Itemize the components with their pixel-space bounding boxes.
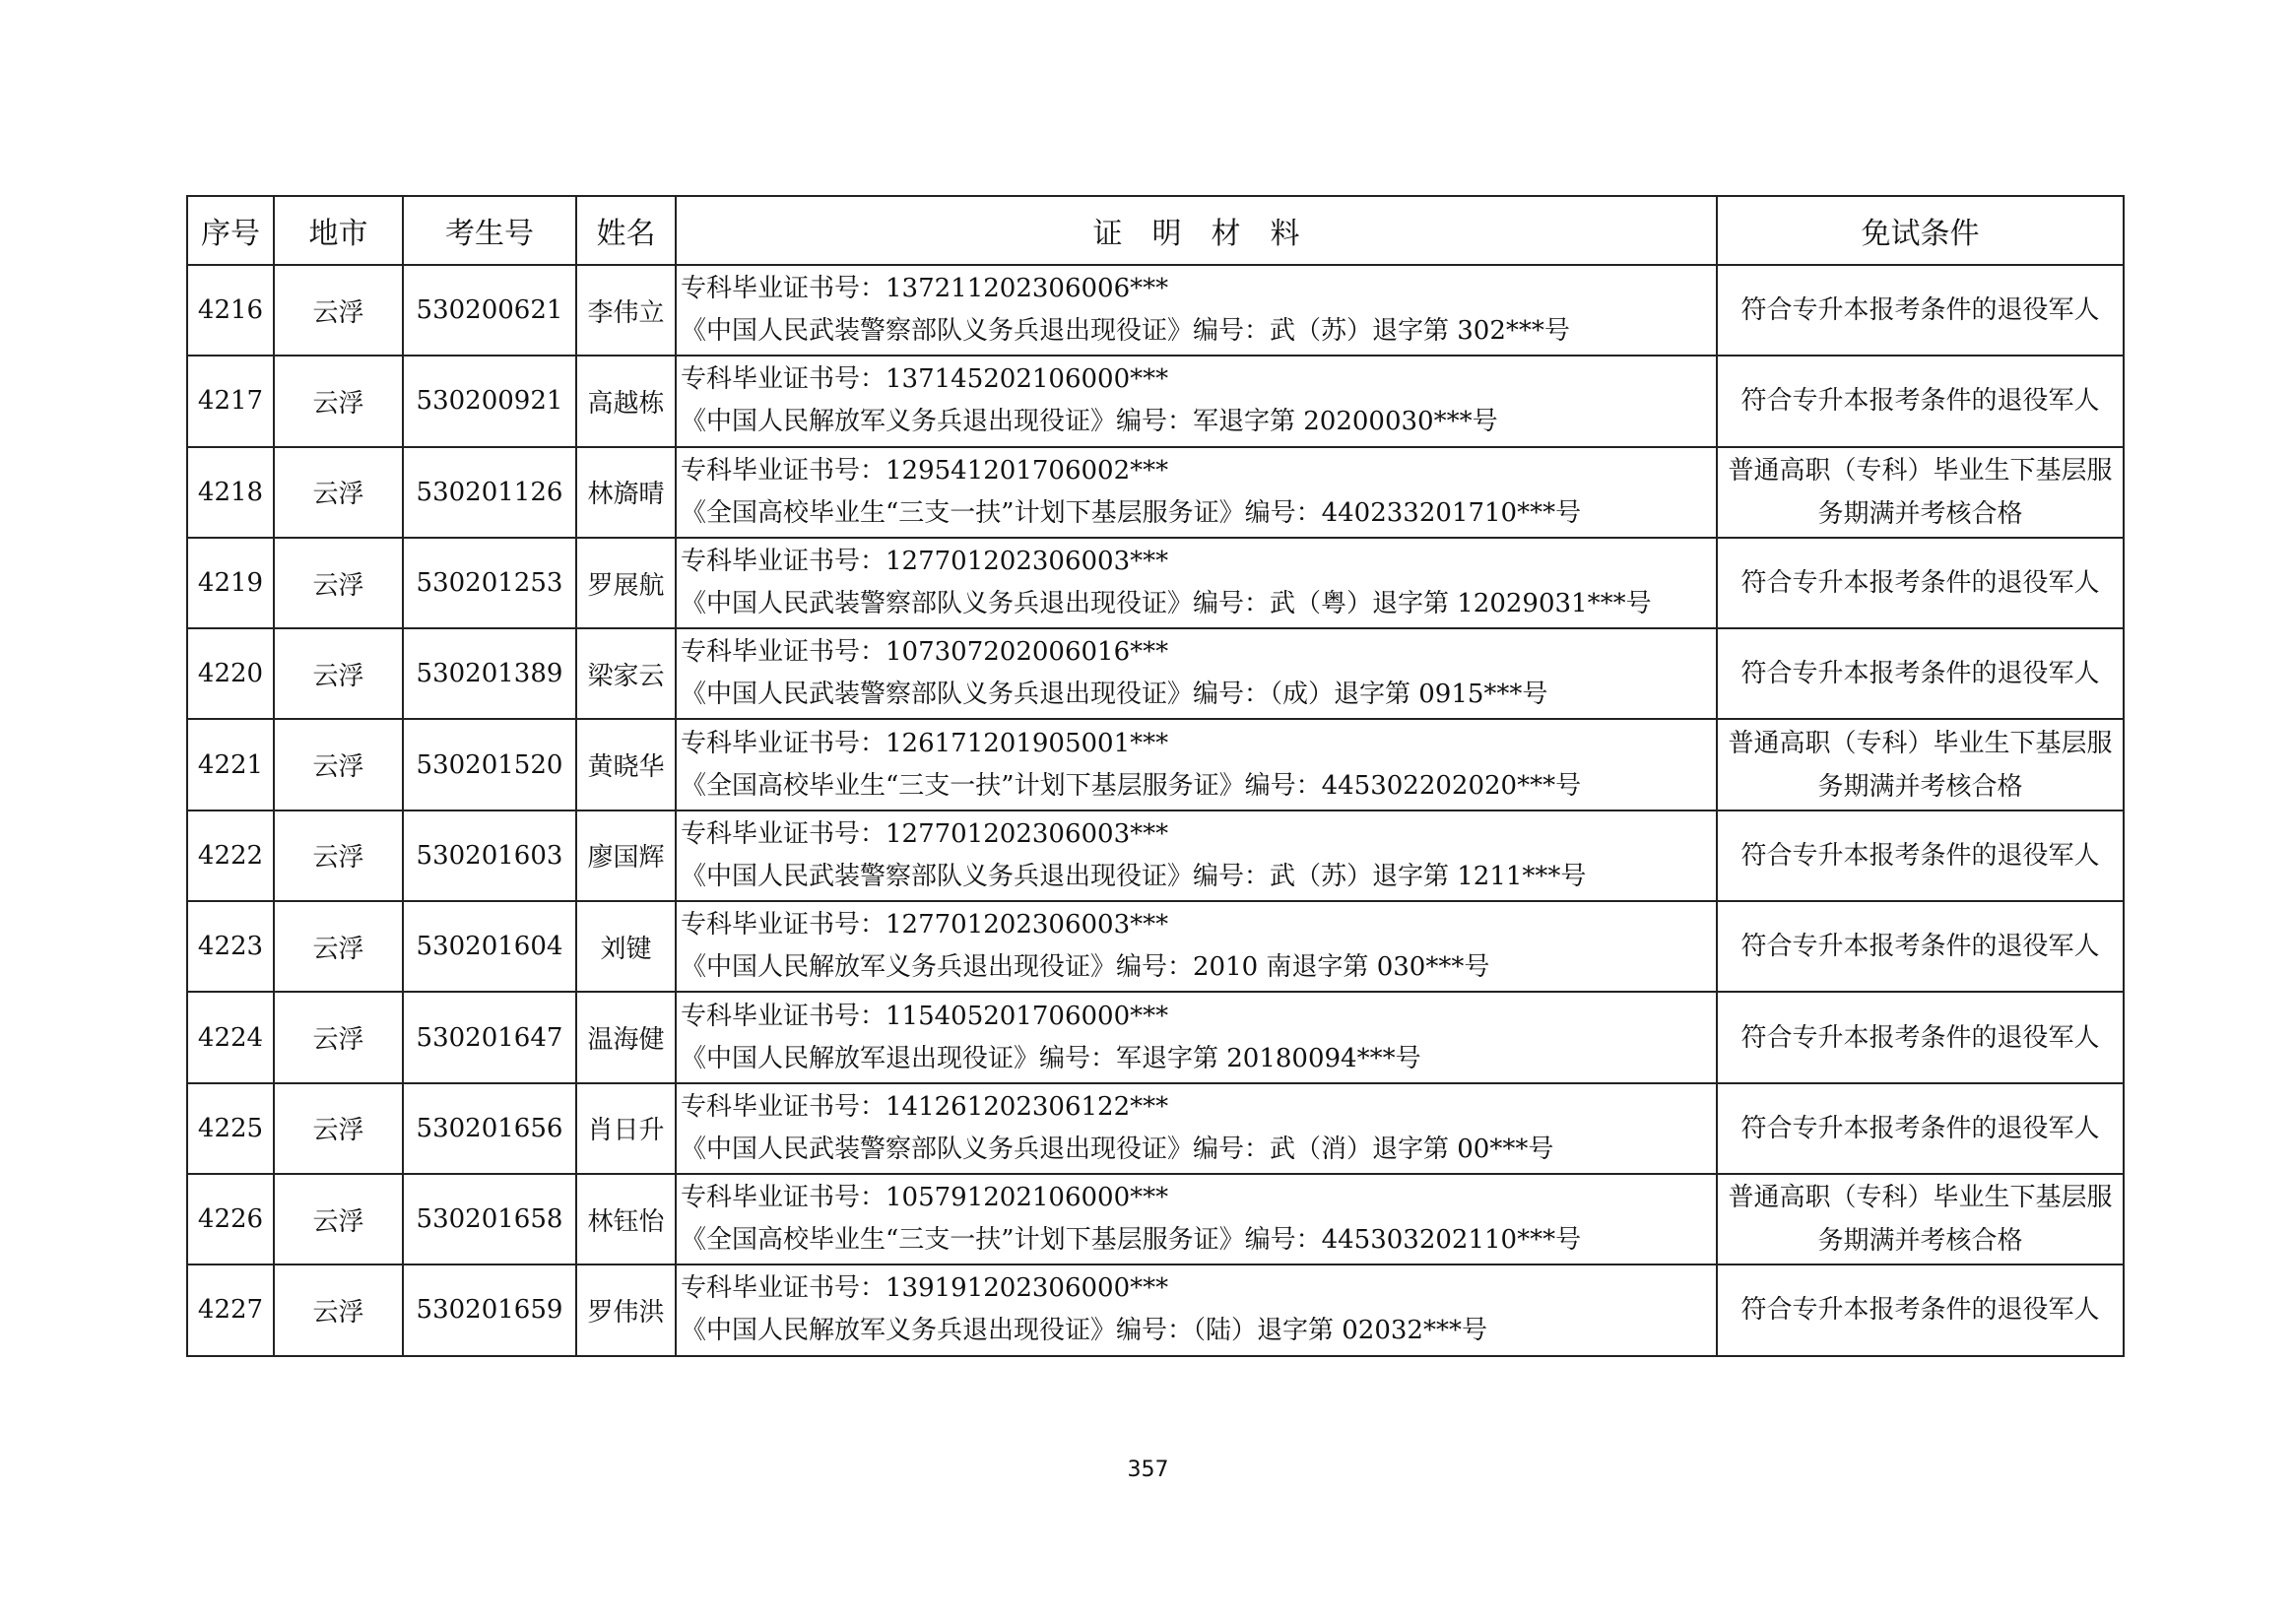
cell-condition: 普通高职（专科）毕业生下基层服务期满并考核合格 [1717, 447, 2124, 538]
table-row [187, 447, 2124, 538]
cell-name: 刘键 [576, 901, 676, 992]
cell-seq: 4226 [187, 1174, 274, 1264]
header-exam-no: 考生号 [403, 196, 576, 265]
table-row [187, 992, 2124, 1082]
material-certificate: 《中国人民解放军义务兵退出现役证》编号：2010 南退字第 030***号 [681, 952, 1490, 983]
material-certificate: 《中国人民武装警察部队义务兵退出现役证》编号：武（消）退字第 00***号 [681, 1134, 1554, 1164]
cell-exam-no: 530201520 [403, 719, 576, 810]
cell-seq: 4216 [187, 265, 274, 356]
cell-exam-no: 530201604 [403, 901, 576, 992]
cell-condition: 普通高职（专科）毕业生下基层服务期满并考核合格 [1717, 1174, 2124, 1264]
cell-condition: 符合专升本报考条件的退役军人 [1717, 356, 2124, 446]
cell-city: 云浮 [274, 265, 403, 356]
material-diploma: 专科毕业证书号：137211202306006*** [681, 274, 1169, 304]
header-material: 证 明 材 料 [676, 196, 1717, 265]
cell-condition: 普通高职（专科）毕业生下基层服务期满并考核合格 [1717, 719, 2124, 810]
material-diploma: 专科毕业证书号：127701202306003*** [681, 818, 1169, 849]
cell-material [676, 992, 1717, 1082]
cell-seq: 4222 [187, 810, 274, 901]
cell-exam-no: 530201126 [403, 447, 576, 538]
table-row [187, 719, 2124, 810]
cell-exam-no: 530201647 [403, 992, 576, 1082]
cell-city: 云浮 [274, 1083, 403, 1174]
cell-exam-no: 530201656 [403, 1083, 576, 1174]
cell-seq: 4219 [187, 538, 274, 628]
cell-exam-no: 530201658 [403, 1174, 576, 1264]
exemption-table [186, 195, 2125, 1357]
cell-exam-no: 530201389 [403, 628, 576, 719]
cell-material [676, 538, 1717, 628]
material-certificate: 《全国高校毕业生“三支一扶”计划下基层服务证》编号：445302202020***号 [681, 770, 1582, 801]
cell-material [676, 628, 1717, 719]
table-row [187, 1264, 2124, 1355]
header-seq: 序号 [187, 196, 274, 265]
cell-name: 黄晓华 [576, 719, 676, 810]
cell-seq: 4217 [187, 356, 274, 446]
cell-city: 云浮 [274, 810, 403, 901]
cell-city: 云浮 [274, 538, 403, 628]
cell-seq: 4218 [187, 447, 274, 538]
material-certificate: 《中国人民武装警察部队义务兵退出现役证》编号：武（粤）退字第 12029031***号 [681, 589, 1652, 619]
cell-material [676, 1083, 1717, 1174]
cell-name: 罗伟洪 [576, 1264, 676, 1355]
material-diploma: 专科毕业证书号：127701202306003*** [681, 547, 1169, 577]
cell-name: 李伟立 [576, 265, 676, 356]
cell-condition: 符合专升本报考条件的退役军人 [1717, 901, 2124, 992]
cell-name: 廖国辉 [576, 810, 676, 901]
cell-city: 云浮 [274, 719, 403, 810]
cell-material [676, 447, 1717, 538]
material-certificate: 《中国人民武装警察部队义务兵退出现役证》编号：武（苏）退字第 1211***号 [681, 861, 1587, 891]
table-row [187, 1174, 2124, 1264]
cell-exam-no: 530200621 [403, 265, 576, 356]
cell-seq: 4220 [187, 628, 274, 719]
table-row [187, 538, 2124, 628]
cell-condition: 符合专升本报考条件的退役军人 [1717, 265, 2124, 356]
cell-name: 林旖晴 [576, 447, 676, 538]
cell-condition: 符合专升本报考条件的退役军人 [1717, 1264, 2124, 1355]
material-diploma: 专科毕业证书号：126171201905001*** [681, 728, 1169, 758]
table-row [187, 265, 2124, 356]
cell-material [676, 810, 1717, 901]
cell-material [676, 1264, 1717, 1355]
cell-name: 温海健 [576, 992, 676, 1082]
cell-city: 云浮 [274, 1264, 403, 1355]
material-certificate: 《全国高校毕业生“三支一扶”计划下基层服务证》编号：445303202110***号 [681, 1225, 1582, 1256]
table-row [187, 628, 2124, 719]
cell-condition: 符合专升本报考条件的退役军人 [1717, 992, 2124, 1082]
table-row [187, 901, 2124, 992]
cell-material [676, 1174, 1717, 1264]
table-row [187, 356, 2124, 446]
cell-seq: 4221 [187, 719, 274, 810]
material-certificate: 《中国人民解放军义务兵退出现役证》编号：军退字第 20200030***号 [681, 407, 1498, 437]
cell-seq: 4223 [187, 901, 274, 992]
cell-name: 罗展航 [576, 538, 676, 628]
material-diploma: 专科毕业证书号：115405201706000*** [681, 1001, 1169, 1031]
cell-exam-no: 530201253 [403, 538, 576, 628]
table-row [187, 1083, 2124, 1174]
cell-material [676, 265, 1717, 356]
table-body [187, 265, 2124, 1356]
material-diploma: 专科毕业证书号：137145202106000*** [681, 364, 1169, 395]
cell-material [676, 356, 1717, 446]
material-certificate: 《中国人民武装警察部队义务兵退出现役证》编号：（成）退字第 0915***号 [681, 680, 1548, 710]
table-row [187, 810, 2124, 901]
cell-seq: 4224 [187, 992, 274, 1082]
material-diploma: 专科毕业证书号：141261202306122*** [681, 1091, 1169, 1122]
cell-seq: 4225 [187, 1083, 274, 1174]
header-name: 姓名 [576, 196, 676, 265]
cell-condition: 符合专升本报考条件的退役军人 [1717, 1083, 2124, 1174]
cell-material [676, 901, 1717, 992]
page-number: 357 [1127, 1458, 1169, 1482]
table-header [187, 196, 2124, 265]
cell-name: 肖日升 [576, 1083, 676, 1174]
cell-exam-no: 530201603 [403, 810, 576, 901]
cell-condition: 符合专升本报考条件的退役军人 [1717, 810, 2124, 901]
cell-city: 云浮 [274, 356, 403, 446]
material-certificate: 《全国高校毕业生“三支一扶”计划下基层服务证》编号：440233201710***号 [681, 497, 1582, 528]
material-diploma: 专科毕业证书号：129541201706002*** [681, 455, 1169, 486]
material-diploma: 专科毕业证书号：127701202306003*** [681, 910, 1169, 940]
cell-exam-no: 530200921 [403, 356, 576, 446]
header-condition: 免试条件 [1717, 196, 2124, 265]
cell-condition: 符合专升本报考条件的退役军人 [1717, 628, 2124, 719]
cell-exam-no: 530201659 [403, 1264, 576, 1355]
header-row [187, 196, 2124, 265]
cell-city: 云浮 [274, 628, 403, 719]
cell-name: 高越栋 [576, 356, 676, 446]
material-certificate: 《中国人民解放军退出现役证》编号：军退字第 20180094***号 [681, 1043, 1421, 1073]
cell-condition: 符合专升本报考条件的退役军人 [1717, 538, 2124, 628]
material-diploma: 专科毕业证书号：139191202306000*** [681, 1273, 1169, 1304]
header-city: 地市 [274, 196, 403, 265]
cell-city: 云浮 [274, 992, 403, 1082]
cell-name: 梁家云 [576, 628, 676, 719]
material-certificate: 《中国人民解放军义务兵退出现役证》编号：（陆）退字第 02032***号 [681, 1316, 1487, 1346]
cell-name: 林钰怡 [576, 1174, 676, 1264]
cell-seq: 4227 [187, 1264, 274, 1355]
material-diploma: 专科毕业证书号：107307202006016*** [681, 637, 1169, 668]
cell-city: 云浮 [274, 447, 403, 538]
material-certificate: 《中国人民武装警察部队义务兵退出现役证》编号：武（苏）退字第 302***号 [681, 316, 1570, 347]
cell-city: 云浮 [274, 901, 403, 992]
cell-material [676, 719, 1717, 810]
material-diploma: 专科毕业证书号：105791202106000*** [681, 1183, 1169, 1213]
cell-city: 云浮 [274, 1174, 403, 1264]
